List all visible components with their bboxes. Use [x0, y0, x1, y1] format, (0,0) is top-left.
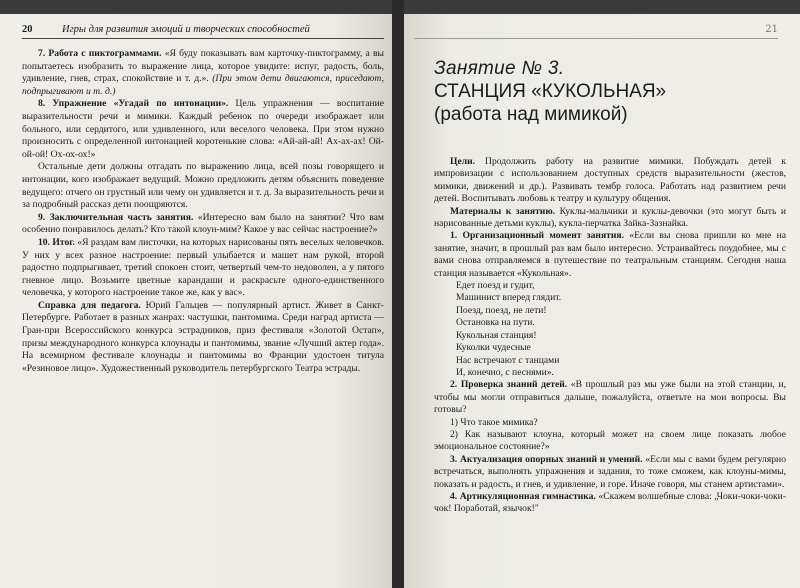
poem-line: Куколки чудесные [456, 342, 531, 354]
right-page [404, 14, 800, 588]
poem-line: Машинист вперед глядит. [456, 292, 562, 304]
paragraph: Материалы к занятию. Куклы-мальчики и куклы-девочки (это могут быть и нарисованные детьми куклы), кукла-перчатка Зайка-Зазнайка. [434, 205, 787, 230]
poem-line: Поезд, поезд, не лети! [456, 304, 547, 316]
lesson-title [434, 58, 774, 126]
right-page-number: 21 [765, 24, 778, 35]
paragraph: Цели. Продолжить работу на развитие мимики. Побуждать детей к импровизации с использованием доступных средств выразительности (жестов, мимики, движений и др.). Развивать тембр голоса. Работать над развитием речи детей. Воспитывать любовь к театру и культуру общения. [434, 156, 786, 205]
paragraph: Остальные дети должны отгадать по выражению лица, всей позы говорящего и интонации, кого изображает ведущий. Можно предложить детям объяснить поведение ведущего: отчего он грустный или чему он удивляется и т. д. За выразительность речи и за подробный рассказ дети поощряются. [22, 161, 384, 211]
poem-line: Нас встречают с танцами [456, 354, 560, 366]
poem-line: Остановка на пути. [456, 317, 535, 329]
poem-line: Едет поезд и гудит, [456, 280, 535, 292]
question: 2) Как называют клоуна, который может на своем лице показать любое эмоциональное состояние?» [434, 428, 786, 453]
paragraph: 1. Организационный момент занятия. «Если вы снова пришли ко мне на занятие, значит, в прошлый раз вам было интересно. Устраивайтесь поудобнее, мы с вами снова отправляемся в путешествие по театральным станциям. Сегодня наша станция называется «Кукольная». [434, 230, 786, 279]
lesson-subtitle: (работа над мимикой) [434, 104, 628, 125]
left-page-body [22, 48, 384, 375]
poem-line: И, конечно, с песнями». [456, 366, 554, 378]
left-page-header [22, 24, 384, 39]
lesson-station: СТАНЦИЯ «КУКОЛЬНАЯ» [434, 81, 667, 102]
book-gutter [392, 0, 404, 588]
question: 1) Что такое мимика? [450, 416, 538, 428]
right-page-header [414, 24, 778, 39]
left-page [0, 14, 392, 588]
lesson-number: Занятие № 3. [434, 58, 565, 79]
left-page-number: 20 [22, 24, 33, 35]
paragraph: 2. Проверка знаний детей. «В прошлый раз мы уже были на этой станции, и, чтобы мы могли отправиться дальше, пожалуйста, ответьте на мои вопросы. Вы готовы? [434, 379, 786, 416]
poem-line: Кукольная станция! [456, 329, 537, 341]
paragraph: 10. Итог. «Я раздам вам листочки, на которых нарисованы пять веселых человечков. У них у всех разное настроение: первый улыбается и машет нам рукой, второй радостно подпрыгивает, третий спокоен стоит, четвертый чем-то недоволен, а у пятого гневное лицо. Возьмите цветные карандаши и раскрасьте одного-единственного человечка, у которого настроение такое же, как у вас». [22, 236, 384, 299]
paragraph: 4. Артикуляционная гимнастика. «Скажем волшебные слова: „Чоки-чоки-чоки-чок! Поработай, язычок!" [434, 490, 786, 515]
paragraph: Справка для педагога. Юрий Гальцев — популярный артист. Живет в Санкт-Петербурге. Работает в разных жанрах: частушки, пантомима. Среди наград артиста — Гран-при Всероссийского конкурса эстрадников, приз фестиваля «Золотой Остап», призы международного конкурса клоунады и пантомимы, звание «Лучший актер года». На всемирном фестивале клоунады и пантомимы во Франции удостоен титула «Резиновое лицо». Художественный руководитель петербургского Театра эстрады. [22, 299, 384, 374]
right-page-body [434, 156, 786, 516]
paragraph: 8. Упражнение «Угадай по интонации». Цель упражнения — воспитание выразительности речи и мимики. Каждый ребенок по очереди изображает или больного, или сердитого, или удивленного, или веселого человека. При этом нужно произносить с определенной интонацией коротенькие слова: «Ай-ай-ай! Ах-ах-ах! Ой-ой-ой! Ох-ох-ох!» [22, 98, 384, 160]
left-running-header: Игры для развития эмоций и творческих способностей [62, 24, 310, 35]
paragraph: 3. Актуализация опорных знаний и умений. «Если мы с вами будем регулярно встречаться, выполнять упражнения и задания, то тоже сможем, как клоуны-мимы, показать и радость, и гнев, и удивление, и горе. Иначе говоря, мы станем артистами». [434, 453, 786, 490]
paragraph: 9. Заключительная часть занятия. «Интересно вам было на занятии? Что вам особенно понравилось делать? Кто такой клоун-мим? Какое у вас сейчас настроение?» [22, 211, 384, 236]
paragraph: 7. Работа с пиктограммами. «Я буду показывать вам карточку-пиктограмму, а вы попытаетесь изобразить то выражение лица, которое увидите: испуг, радость, боль, удивление, гнев, страх, спокойствие и т. д.». (При этом дети двигаются, приседают, подпрыгивают и т. д.) [22, 48, 384, 97]
